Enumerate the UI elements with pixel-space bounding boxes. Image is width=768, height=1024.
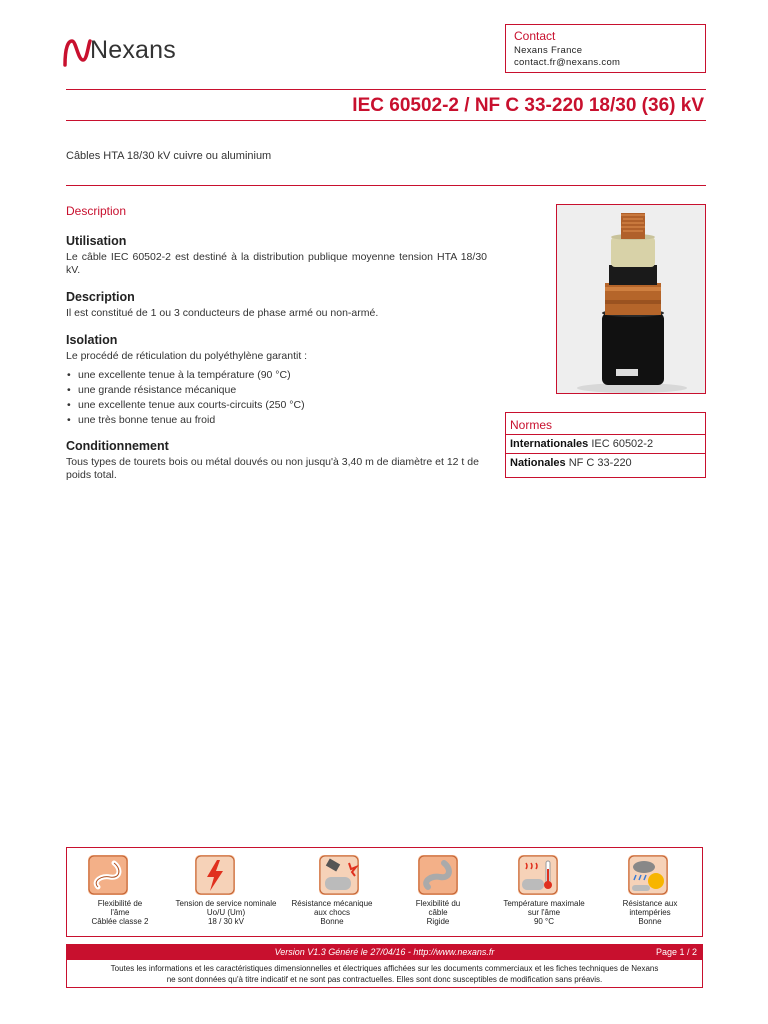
list-item: • une excellente tenue aux courts-circuits (250 °C) <box>66 398 487 413</box>
footer-disclaimer <box>66 960 703 988</box>
logo-wordmark: Nexans <box>90 36 176 64</box>
normes-title: Normes <box>510 418 553 432</box>
cable-flexibility-icon <box>418 855 458 895</box>
mechanical-resistance-icon <box>319 855 359 895</box>
internationales-value: IEC 60502-2 <box>591 438 654 450</box>
utilisation-text: Le câble IEC 60502-2 est destiné à la distribution publique moyenne tension HTA 18/30 kV. <box>66 251 487 276</box>
property-label: Tension de service nominale Uo/U (Um) 18 / 30 kV <box>175 899 277 926</box>
utilisation-block <box>66 234 487 277</box>
list-item: • une grande résistance mécanique <box>66 383 487 398</box>
description-text: Il est constitué de 1 ou 3 conducteurs de phase armé ou non-armé. <box>66 307 379 319</box>
nexans-logo <box>62 30 212 80</box>
property-label: Température maximale sur l'âme 90 °C <box>503 899 585 926</box>
temperature-icon <box>518 855 558 895</box>
conditionnement-text: Tous types de tourets bois ou métal douvés ou non jusqu'à 3,40 m de diamètre et 12 t de poids total. <box>66 456 479 481</box>
normes-box <box>505 412 706 478</box>
list-item: • une excellente tenue à la température (90 °C) <box>66 368 487 383</box>
property-label: Flexibilité du câble Rigide <box>415 899 461 926</box>
subtitle-divider <box>66 185 706 186</box>
list-item: • une très bonne tenue au froid <box>66 413 487 428</box>
header-divider <box>66 89 706 90</box>
property-label: Résistance aux intempéries Bonne <box>622 899 678 926</box>
isolation-text: Le procédé de réticulation du polyéthylène garantit : <box>66 350 308 362</box>
cable-illustration <box>557 205 706 394</box>
disclaimer-line-1: Toutes les informations et les caractéristiques dimensionnelles et électriques affichées sur les documents commerciaux et les fiches techniques de Nexans <box>110 964 659 973</box>
normes-row-divider <box>506 453 705 454</box>
isolation-bullet-list <box>66 368 487 428</box>
cable-photo <box>556 204 706 394</box>
contact-email[interactable]: contact.fr@nexans.com <box>514 57 621 68</box>
properties-panel <box>66 847 703 937</box>
page-title: IEC 60502-2 / NF C 33-220 18/30 (36) kV <box>352 95 704 116</box>
nationales-value: NF C 33-220 <box>568 457 632 469</box>
flexibility-icon <box>88 855 128 895</box>
utilisation-heading: Utilisation <box>66 234 127 248</box>
page-subtitle: Câbles HTA 18/30 kV cuivre ou aluminium <box>66 150 272 162</box>
nationales-label: Nationales <box>510 457 566 469</box>
internationales-label: Internationales <box>510 438 589 450</box>
voltage-icon <box>195 855 235 895</box>
contact-company: Nexans France <box>514 45 583 56</box>
normes-internationales-row <box>510 438 653 450</box>
disclaimer-line-2: ne sont données qu'à titre indicatif et ne sont pas contractuelles. Elles sont donc susceptibles de modification sans préavis. <box>166 975 603 984</box>
footer-version[interactable]: Version V1.3 Généré le 27/04/16 - http://www.nexans.fr <box>274 947 495 957</box>
description-block <box>66 290 487 320</box>
conditionnement-heading: Conditionnement <box>66 439 169 453</box>
title-divider <box>66 120 706 121</box>
normes-divider <box>506 434 705 435</box>
description-heading: Description <box>66 290 135 304</box>
footer-page-number: Page 1 / 2 <box>655 947 697 957</box>
contact-box <box>505 24 706 73</box>
normes-nationales-row <box>510 457 632 469</box>
isolation-heading: Isolation <box>66 333 118 347</box>
description-section-title: Description <box>66 204 127 218</box>
footer-bar <box>66 944 703 960</box>
property-label: Résistance mécanique aux chocs Bonne <box>291 899 373 926</box>
property-label: Flexibilité de l'âme Câblée classe 2 <box>91 899 149 926</box>
isolation-block <box>66 333 487 428</box>
weather-resistance-icon <box>628 855 668 895</box>
contact-title: Contact <box>514 29 556 43</box>
conditionnement-block <box>66 439 487 482</box>
